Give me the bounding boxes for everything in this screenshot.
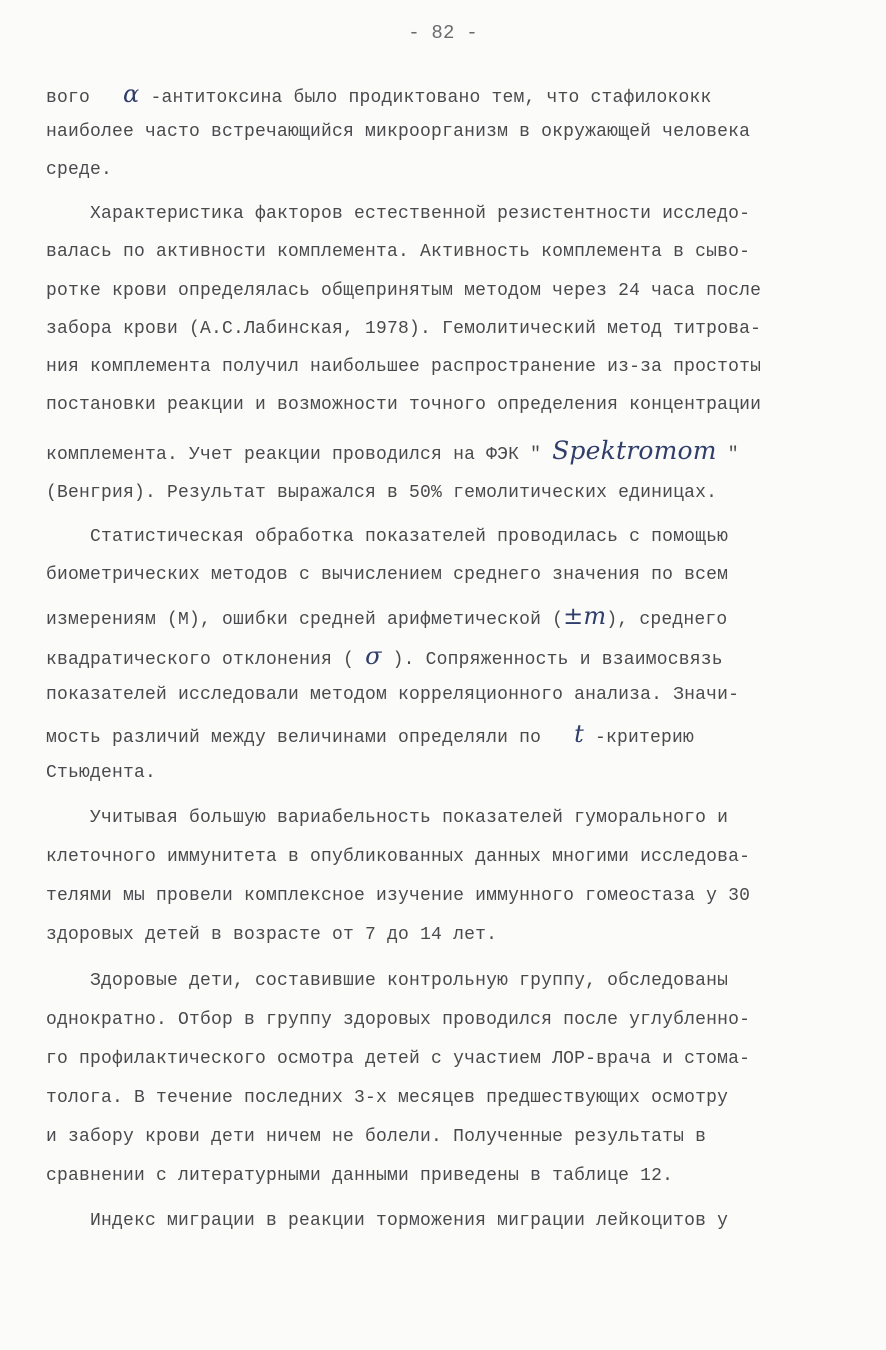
text-line: телями мы провели комплексное изучение иммунного гомеостаза у 30: [46, 886, 751, 906]
text-line: ния комплемента получил наибольшее распространение из-за простоты: [46, 357, 762, 377]
handwritten-sigma: σ: [365, 642, 382, 670]
text-line: однократно. Отбор в группу здоровых проводился после углубленно-: [46, 1010, 751, 1030]
text-line: среде.: [46, 160, 113, 180]
text-line: Здоровые дети, составившие контрольную группу, обследованы: [46, 971, 729, 991]
text-line: комплемента. Учет реакции проводился на ФЭК " Spektromom ": [46, 436, 739, 465]
text-line: Характеристика факторов естественной резистентности исследо-: [46, 204, 751, 224]
text-line: го профилактического осмотра детей с участием ЛОР-врача и стома-: [46, 1049, 751, 1069]
handwritten-t: t: [574, 720, 584, 748]
text-line: биометрических методов с вычислением среднего значения по всем: [46, 565, 729, 585]
text-line: квадратического отклонения ( σ ). Сопряженность и взаимосвязь: [46, 642, 723, 670]
text-line: мость различий между величинами определяли по t -критерию: [46, 720, 694, 748]
handwritten-pm-m: ±m: [563, 602, 607, 630]
text-line: ротке крови определялась общепринятым методом через 24 часа после: [46, 281, 762, 301]
text-line: и забору крови дети ничем не болели. Полученные результаты в: [46, 1127, 707, 1147]
text-line: сравнении с литературными данными приведены в таблице 12.: [46, 1166, 674, 1186]
text-line: валась по активности комплемента. Активность комплемента в сыво-: [46, 242, 751, 262]
page-number: - 82 -: [408, 22, 478, 44]
text-line: Индекс миграции в реакции торможения миграции лейкоцитов у: [46, 1211, 729, 1231]
text-line: здоровых детей в возрасте от 7 до 14 лет.: [46, 925, 498, 945]
text-line: Статистическая обработка показателей проводилась с помощью: [46, 527, 729, 547]
text-line: постановки реакции и возможности точного определения концентрации: [46, 395, 762, 415]
text-line: Стьюдента.: [46, 763, 157, 783]
text-line: измерениям (М), ошибки средней арифметической (±m), среднего: [46, 602, 728, 630]
text-line: толога. В течение последних 3-х месяцев предшествующих осмотру: [46, 1088, 729, 1108]
text-line: (Венгрия). Результат выражался в 50% гемолитических единицах.: [46, 483, 718, 503]
text-line: показателей исследовали методом корреляционного анализа. Значи-: [46, 685, 740, 705]
text-line: клеточного иммунитета в опубликованных данных многими исследова-: [46, 847, 751, 867]
text-line: Учитывая большую вариабельность показателей гуморального и: [46, 808, 729, 828]
text-line: забора крови (А.С.Лабинская, 1978). Гемолитический метод титрова-: [46, 319, 762, 339]
text-line: наиболее часто встречающийся микроорганизм в окружающей человека: [46, 122, 751, 142]
text-line: вого α -антитоксина было продиктовано тем, что стафилококк: [46, 80, 712, 108]
handwritten-word: Spektromom: [552, 436, 717, 465]
handwritten-alpha: α: [123, 80, 140, 108]
